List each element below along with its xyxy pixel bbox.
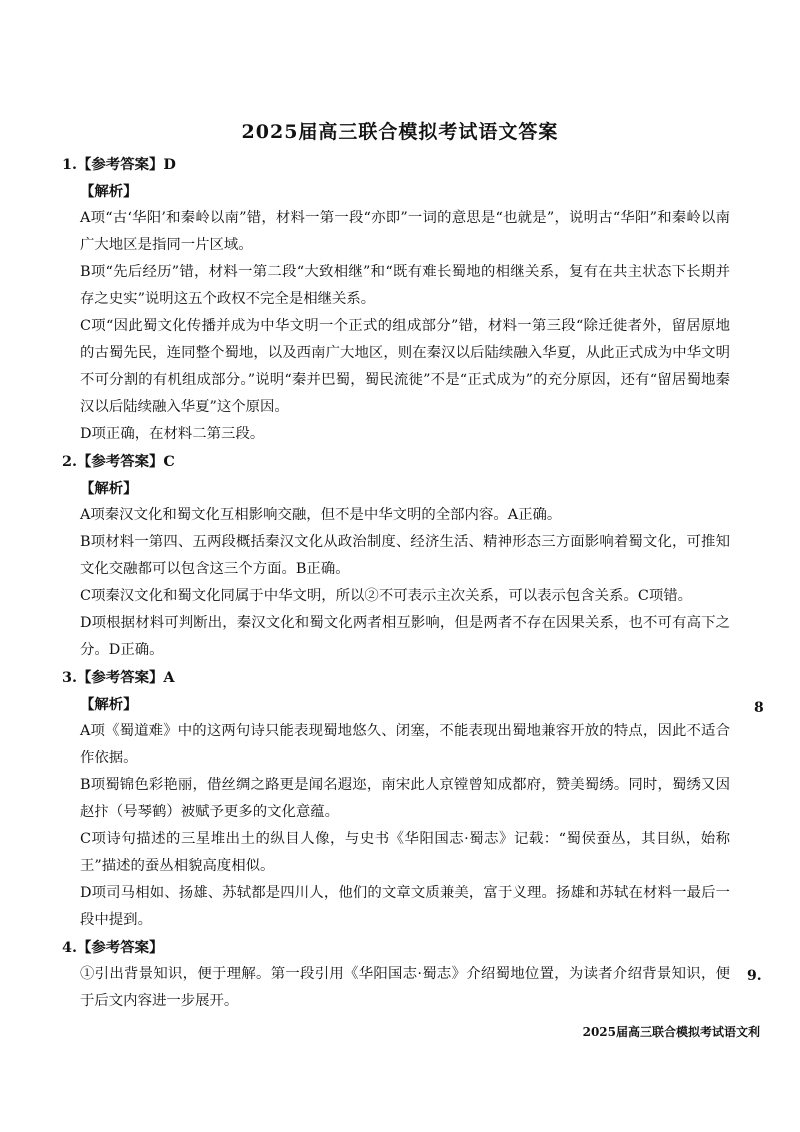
analysis-item: D项根据材料可判断出，秦汉文化和蜀文化两者相互影响，但是两者不存在因果关系，也不可有高下之分。D正确。 — [80, 615, 730, 658]
analysis-item: D项司马相如、扬雄、苏轼都是四川人，他们的文章文质兼美，富于义理。扬雄和苏轼在材料一最后一段中提到。 — [80, 885, 730, 928]
question-4 — [62, 934, 730, 1015]
analysis-item: C项诗句描述的三星堆出土的纵目人像，与史书《华阳国志·蜀志》记载：“蜀侯蚕丛，其目纵，始称王”描述的蚕丛相貌高度相似。 — [80, 831, 730, 874]
analysis-item: B项“先后经历”错，材料一第二段“大致相继”和“既有难长蜀地的相继关系，复有在共主状态下长期并存之史实”说明这五个政权不完全是相继关系。 — [80, 264, 730, 307]
question-header: 2.【参考答案】C — [62, 453, 175, 470]
question-header: 1.【参考答案】D — [62, 156, 176, 173]
side-mark-8: 8 — [754, 700, 764, 716]
analysis-item: B项蜀锦色彩艳丽，借丝绸之路更是闻名遐迩，南宋此人京镗曾知成都府，赞美蜀绣。同时，蜀绣又因赵抃（号琴鹤）被赋予更多的文化意蕴。 — [80, 777, 730, 820]
analysis-item: B项材料一第四、五两段概括秦汉文化从政治制度、经济生活、精神形态三方面影响着蜀文化，可推知文化交融都可以包含这三个方面。B正确。 — [80, 534, 730, 577]
analysis-item: A项《蜀道难》中的这两句诗只能表现蜀地悠久、闭塞，不能表现出蜀地兼容开放的特点，因此不适合作依据。 — [80, 723, 730, 766]
analysis-item: D项正确，在材料二第三段。 — [80, 426, 265, 442]
answer-item: ①引出背景知识，便于理解。第一段引用《华阳国志·蜀志》介绍蜀地位置，为读者介绍背景知识，便于后文内容进一步展开。 — [80, 966, 730, 1009]
question-header: 4.【参考答案】 — [62, 939, 164, 956]
analysis-item: C项“因此蜀文化传播并成为中华文明一个正式的组成部分”错，材料一第三段“除迁徙者外，留居原地的古蜀先民，连同整个蜀地，以及西南广大地区，则在秦汉以后陆续融入华夏，从此正式成为中华文明不可分割的有机组成部分。”说明“秦并巴蜀，蜀民流徙”不是“正式成为”的充分原因，还有“留居蜀地秦汉以后陆续融入华夏”这个原因。 — [80, 318, 730, 415]
question-3 — [62, 664, 730, 934]
page-footer: 2025届高三联合模拟考试语文利 — [582, 1025, 760, 1039]
analysis-item: A项“古‘华阳’和秦岭以南”错，材料一第一段“亦即”一词的意思是“也就是”，说明古“华阳”和秦岭以南广大地区是指同一片区域。 — [80, 210, 730, 253]
analysis-label: 【解析】 — [80, 480, 138, 497]
analysis-item: C项秦汉文化和蜀文化同属于中华文明，所以②不可表示主次关系，可以表示包含关系。C项错。 — [80, 588, 693, 604]
question-header: 3.【参考答案】A — [62, 669, 175, 686]
analysis-item: A项秦汉文化和蜀文化互相影响交融，但不是中华文明的全部内容。A正确。 — [80, 507, 562, 523]
question-2 — [62, 448, 730, 664]
analysis-label: 【解析】 — [80, 183, 138, 200]
page-title: 2025届高三联合模拟考试语文答案 — [241, 121, 559, 143]
analysis-label: 【解析】 — [80, 696, 138, 713]
answer-content — [62, 151, 730, 1015]
side-mark-9: 9. — [747, 968, 762, 984]
question-1 — [62, 151, 730, 448]
